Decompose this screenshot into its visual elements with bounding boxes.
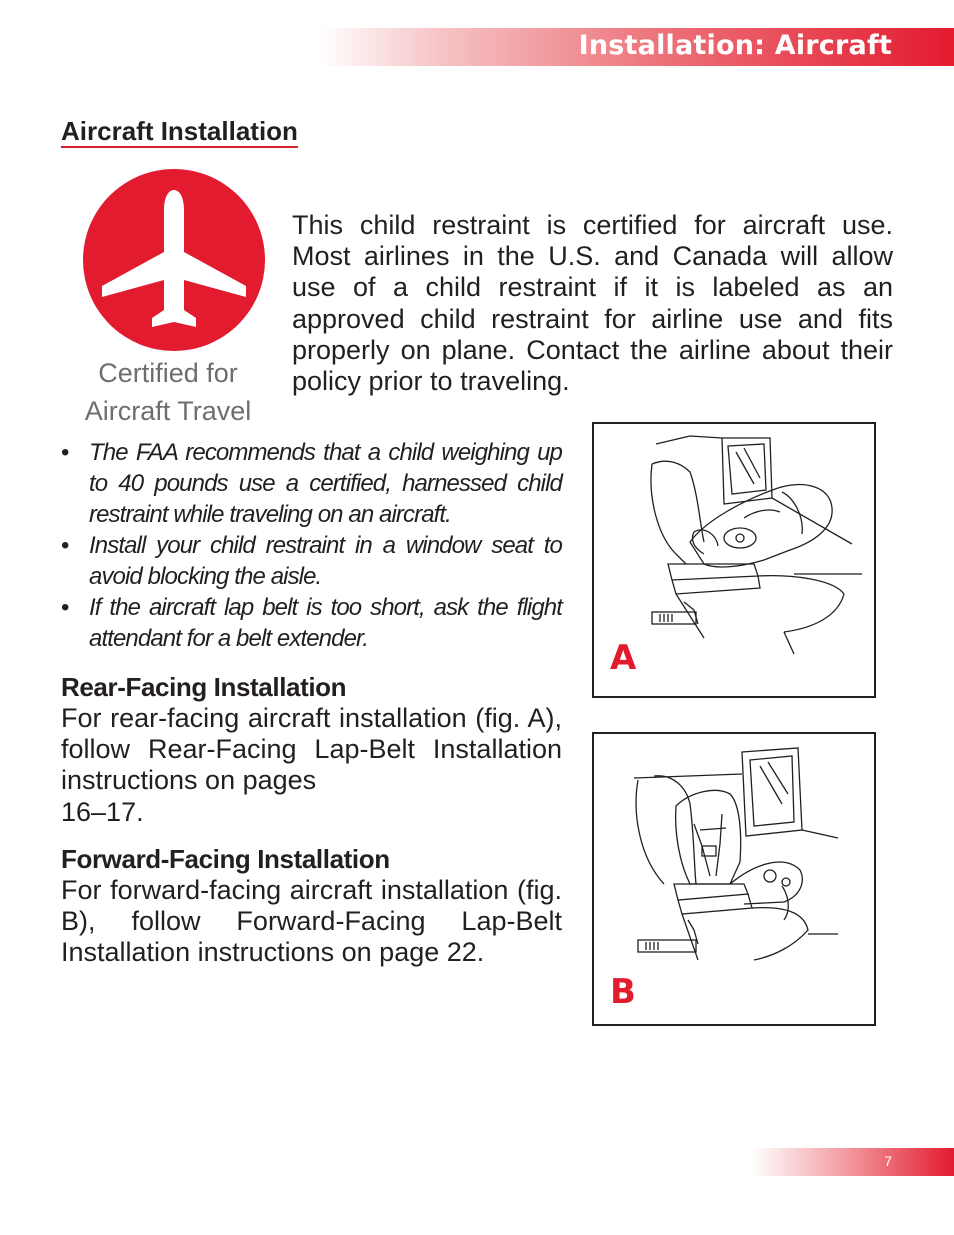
bullet-dot: • <box>61 594 69 621</box>
rear-facing-pages: 16–17. <box>61 796 144 827</box>
forward-facing-illustration <box>594 734 874 1024</box>
intro-paragraph: This child restraint is certified for aircraft use. Most airlines in the U.S. and Canada will allow use of a child restraint if it is labeled as an approved child restraint for airline use and fits properly on plane. Contact the airline about their policy prior to traveling. <box>292 210 893 397</box>
bullet-dot: • <box>61 439 69 466</box>
airplane-icon <box>82 168 266 352</box>
rear-facing-section <box>61 672 562 828</box>
rear-facing-heading: Rear-Facing Installation <box>61 672 347 702</box>
bullet-item <box>61 437 562 530</box>
bullet-text: Install your child restraint in a window seat to avoid blocking the aisle. <box>89 532 562 590</box>
figure-b <box>592 732 876 1026</box>
header-bar <box>320 28 954 66</box>
bullet-item <box>61 530 562 592</box>
figure-a <box>592 422 876 698</box>
rear-facing-body: For rear-facing aircraft installation (fig. A), follow Rear-Facing Lap-Belt Installation instructions on pages <box>61 703 562 796</box>
page-number: 7 <box>884 1153 892 1169</box>
badge-caption-line1: Certified for <box>98 358 238 388</box>
page-header-title: Installation: Aircraft <box>578 30 892 61</box>
badge-caption <box>70 354 266 430</box>
bullet-item <box>61 592 562 654</box>
section-title: Aircraft Installation <box>61 116 298 146</box>
forward-facing-body: For forward-facing aircraft installation (fig. B), follow Forward-Facing Lap-Belt Installation instructions on page 22. <box>61 875 562 968</box>
badge-caption-line2: Aircraft Travel <box>84 396 252 426</box>
forward-facing-heading: Forward-Facing Installation <box>61 844 390 874</box>
certified-aircraft-badge <box>70 166 280 436</box>
bullet-text: If the aircraft lap belt is too short, ask the flight attendant for a belt extender. <box>89 594 562 652</box>
figure-a-label: A <box>610 638 637 678</box>
bullet-dot: • <box>61 532 69 559</box>
bullet-text: The FAA recommends that a child weighing up to 40 pounds use a certified, harnessed child restraint while traveling on an aircraft. <box>89 439 562 528</box>
figure-b-label: B <box>610 972 636 1012</box>
forward-facing-section <box>61 844 562 969</box>
bullet-list <box>61 437 562 654</box>
footer-bar <box>752 1148 954 1176</box>
